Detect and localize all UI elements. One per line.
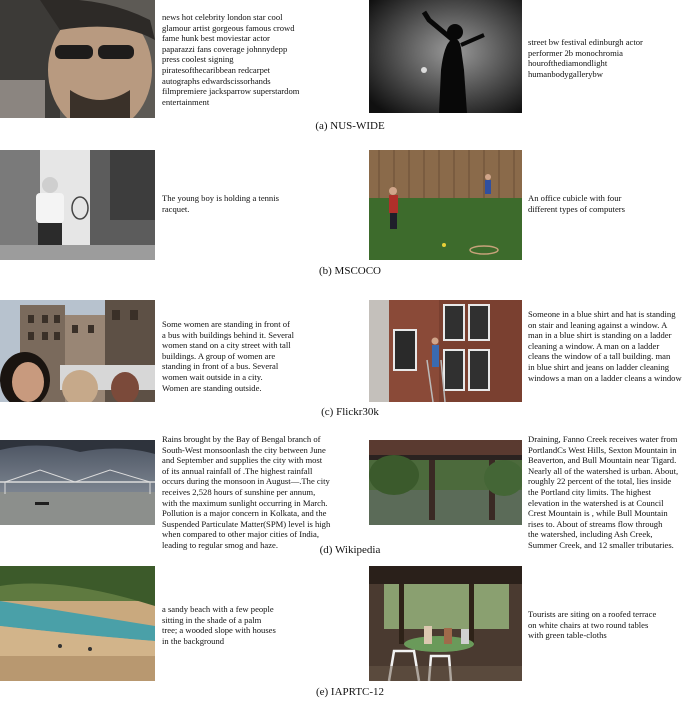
photo-performer-bw xyxy=(369,0,522,113)
photo-kolkata-bridge xyxy=(0,440,155,525)
panel-label-iaprtc: (e) IAPRTC-12 xyxy=(315,686,385,698)
caption-iaprtc-left: a sandy beach with a few people sitting in the shade of a palm tree; a wooded slope with houses in the background xyxy=(162,604,276,646)
photo-sandy-beach xyxy=(0,566,155,681)
photo-tennis-boy xyxy=(0,150,155,260)
caption-mscoco-right: An office cubicle with four different types of computers xyxy=(528,193,625,214)
caption-flickr-left: Some women are standing in front of a bus with buildings behind it. Several women stand on a city street with tall buildings. A group of women are standing in front of a bus. Several women wait outside in a city. Women are standing outside. xyxy=(162,319,294,393)
caption-flickr-right: Someone in a blue shirt and hat is standing on stair and leaning against a window. A man in a blue shirt is standing on a ladder cleaning a window. A man on a ladder cleans the window of a tall building. man in blue shirt and jeans on ladder cleaning windows a man on a ladder cleans a window xyxy=(528,309,682,383)
caption-wikipedia-left: Rains brought by the Bay of Bengal branch of South-West monsoonlash the city between June and September and supplies the city with most of its annual rainfall of .The highest rainfall occurs during the monsoon in August—.The city receives 2,528 hours of sunshine per annum, with the maximum sunlight occurring in March. Pollution is a major concern in Kolkata, and the Suspended Particulate Matter(SPM) level is high when compared to other major cities of India, leading to regular smog and haze. xyxy=(162,434,331,550)
caption-nuswide-left: news hot celebrity london star cool glamour artist gorgeous famous crowd fame hunk best moviestar actor paparazzi fans coverage johnnydepp press coolest signing piratesofthecaribbean redcarpet autographs edwardscissorhands filmpremiere jacksparrow superstardom entertainment xyxy=(162,12,300,107)
photo-women-street xyxy=(0,300,155,402)
panel-label-nuswide: (a) NUS-WIDE xyxy=(315,120,385,132)
photo-backyard-kids xyxy=(369,150,522,260)
caption-nuswide-right: street bw festival edinburgh actor performer 2b monochromia hourofthediamondlight humanbodygallerybw xyxy=(528,37,643,79)
caption-wikipedia-right: Draining, Fanno Creek receives water from PortlandCs West Hills, Sexton Mountain in Beaverton, and Bull Mountain near Tigard. Nearly all of the watershed is urban. About, roughly 22 percent of the total, lies inside the Portland city limits. The highest elevation in the watershed is at Council Crest Mountain is , while Bull Mountain rises to. About of streams flow through the watershed, including Ash Creek, Summer Creek, and 12 smaller tributaries. xyxy=(528,434,679,550)
photo-fanno-creek xyxy=(369,440,522,525)
panel-label-wikipedia: (d) Wikipedia xyxy=(319,544,381,556)
photo-roofed-terrace xyxy=(369,566,522,681)
caption-iaprtc-right: Tourists are siting on a roofed terrace on white chairs at two round tables with green table-cloths xyxy=(528,609,657,641)
photo-celebrity xyxy=(0,0,155,118)
photo-window-cleaner xyxy=(369,300,522,402)
caption-mscoco-left: The young boy is holding a tennis racquet. xyxy=(162,193,279,214)
panel-label-mscoco: (b) MSCOCO xyxy=(318,265,382,277)
panel-label-flickr30k: (c) Flickr30k xyxy=(321,406,379,418)
